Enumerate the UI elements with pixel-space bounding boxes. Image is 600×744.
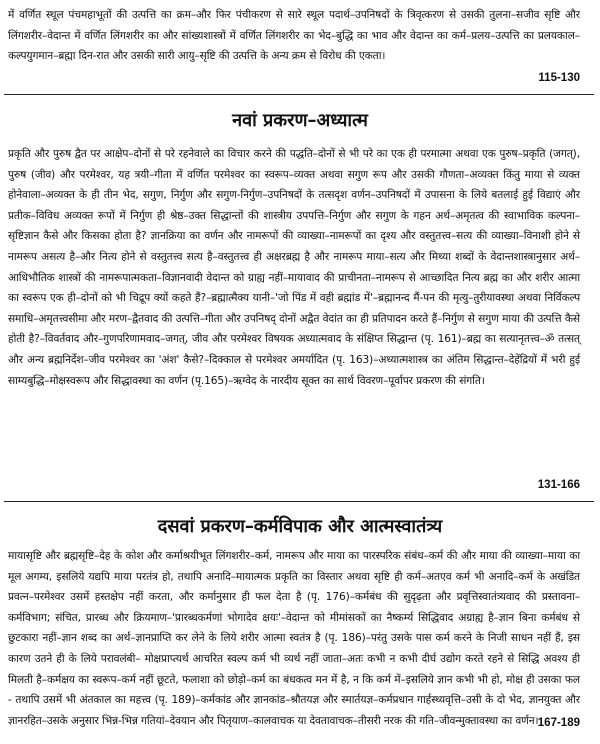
chapter-9-title: नवां प्रकरण–अध्यात्म [232, 110, 368, 131]
chapter-9-page-range: 131-166 [537, 479, 580, 491]
section-divider-rule [4, 501, 594, 502]
chapter-10-page-range: 167-189 [537, 717, 580, 729]
chapter-9-summary: प्रकृति और पुरुष द्वैत पर आक्षेप–दोनों से परे रहनेवाले का विचार करने की पद्धति–दोनों से भी परे का एक ही परमात्मा अथवा एक पुरुष–प्रकृति (जगत्), पुरुष (जीव) और परमेश्वर, यह त्रयी–गीता में वर्णित परमेश्वर का स्वरूप–व्यक्त अथवा सगुण रूप और उसकी गौणता–अव्यक्त किंतु माया से व्यक्त होनेवाला–अव्यक्त के ही तीन भेद, सगुण, निर्गुण और सगुण-निर्गुण–उपनिषदों के तत्सदृश वर्णन–उपनिषदों में उपासना के लिये बतलाई हुई विद्याएं और प्रतीक–विविध अव्यक्त रूपों में निर्गुण ही श्रेष्ठ–उक्त सिद्धान्तों की शास्त्रीय उपपत्ति–निर्गुण और सगुण के गहन अर्थ–अमृतत्व की स्वाभाविक कल्पना–सृष्टिज्ञान कैसे और किसका होता है? ज्ञानक्रिया का वर्णन और नामरूपों की व्याख्या–नामरूपों का दृश्य और वस्तुतत्त्व–सत्य की व्याख्या–विनाशी होने से नामरूप असत्य है–और नित्य होने से वस्तुतत्त्व सत्य है–वस्तुतत्त्व ही अक्षरब्रह्म है और नामरूप माया–सत्य और मिथ्या शब्दों के वेदान्तशास्त्रानुसार अर्थ–आधिभौतिक शास्त्रों की नामरूपात्मकता–विज्ञानवादी वेदान्त को ग्राह्य नहीं–मायावाद की प्राचीनता–नामरूप से आच्छादित नित्य ब्रह्म का और शरीर आत्मा का स्वरूप एक ही–दोनों को भी चिद्रूप क्यों कहते हैं?–ब्रह्मात्मैक्य यानी–'जो पिंड में वही ब्रह्मांड में'–ब्रह्मानन्द मैं-पन की मृत्यु–तुरीयावस्था अथवा निर्विकल्प समाधि–अमृतत्त्वसीमा और मरण–द्वैतवाद की उत्पत्ति–गीता और उपनिषद् दोनों अद्वैत वेदांत का ही प्रतिपादन करते हैं–निर्गुण से सगुण माया की उत्पत्ति कैसे होती है?–विवर्तवाद और–गुणपरिणामवाद–जगत्, जीव और परमेश्वर विषयक अध्यात्मवाद के संक्षिप्त सिद्धान्त (पृ. 161)–ब्रह्म का सत्यानृतत्त्व–ॐ तत्सत् और अन्य ब्रह्मनिर्देश–जीव परमेश्वर का 'अंश' कैसे?–दिक्काल से परमेश्वर अमर्यादित (पृ. 163)–अध्यात्मशास्त्र का अंतिम सिद्धान्त–देहेंद्रियों में भरी हुई साम्यबुद्धि–मोक्षस्वरूप और सिद्धावस्था का वर्णन (पृ.165)–ऋग्वेद के नारदीय सूक्त का सार्थ विवरण–पूर्वापर प्रकरण की संगति। [8, 148, 580, 387]
chapter-9-text [8, 144, 580, 391]
chapter-10-text [8, 546, 580, 731]
chapter-10-title: दसवां प्रकरण–कर्मविपाक और आत्मस्वातंत्र्य [157, 516, 443, 537]
section-8-summary: में वर्णित स्थूल पंचमहाभूतों की उत्पत्ति का क्रम–और फिर पंचीकरण से सारे स्थूल पदार्थ–उपनिषदों के त्रिवृत्करण से उसकी तुलना–सजीव सृष्टि और लिंगशरीर–वेदान्त में वर्णित लिंगशरीर का और सांख्यशास्त्रों में वर्णित लिंगशरीर का भेद–बुद्धि का भाव और वेदान्त का कर्म–प्रलय–उत्पत्ति का प्रलयकाल– कल्पयुगमान–ब्रह्मा दिन-रात और उसकी सारी आयु–सृष्टि की उत्पत्ति के अन्य क्रम से विरोध की एकता। [8, 9, 580, 63]
section-8-page-range: 115-130 [538, 72, 580, 84]
chapter-10-summary: मायासृष्टि और ब्रह्मसृष्टि–देह के कोश और कर्माश्रयीभूत लिंगशरीर–कर्म, नामरूप और माया का पारस्परिक संबंध–कर्म की और माया की व्याख्या–माया का मूल अगम्य, इसलिये यद्यपि माया परतंत्र हो, तथापि अनादि–मायात्मक प्रकृति का विस्तार अथवा सृष्टि ही कर्म–अतएव कर्म भी अनादि–कर्म के अखंडित प्रवत्न–परमेश्वर उसमें हस्तक्षेप नहीं करता, और कर्मानुसार ही फल देता है (पृ. 176)–कर्मबंध की सुदृढ़ता और प्रवृत्तिस्वातंत्र्यवाद की प्रस्तावना–कर्मविभाग; संचित, प्रारब्ध और क्रियमाण–'प्रारब्धकर्मणां भोगादेव क्षयः'–वेदान्त को मीमांसकों का नैष्कर्म्य सिद्धिवाद अग्राह्य है–ज्ञान बिना कर्मबंध से छुटकारा नहीं–ज्ञान शब्द का अर्थ–ज्ञानप्राप्ति कर लेने के लिये शरीर आत्मा स्वतंत्र है (पृ. 186)–परंतु उसके पास कर्म करने के निजी साधन नहीं हैं, इस कारण उतने ही के लिये परावलंबी– मोक्षप्राप्त्यर्थ आचरित स्वल्प कर्म भी व्यर्थ नहीं जाता–अतः कभी न कभी दीर्घ उद्योग करते रहने से सिद्धि अवश्य ही मिलती है–कर्मक्षय का स्वरूप–कर्म नहीं छूटते, फलाशा को छोड़ो–कर्म का बंधकत्व मन में है, न कि कर्म में–इसलिये ज्ञान कभी भी हो, मोक्ष ही उसका फल - तथापि उसमें भी अंतकाल का महत्त्व (पृ. 189)–कर्मकांड और ज्ञानकांड–श्रौतयज्ञ और स्मार्तयज्ञ–कर्मप्रधान गार्हस्थ्यवृत्ति–उसी के दो भेद, ज्ञानयुक्त और ज्ञानरहित–उसके अनुसार भिन्न-भिन्न गतियां–देवयान और पितृयाण–कालवाचक या देवतावाचक–तीसरी नरक की गति–जीवन्मुक्तावस्था का वर्णन। [8, 550, 580, 727]
section-8-continuation-text [8, 5, 580, 67]
section-divider-rule [4, 94, 594, 95]
